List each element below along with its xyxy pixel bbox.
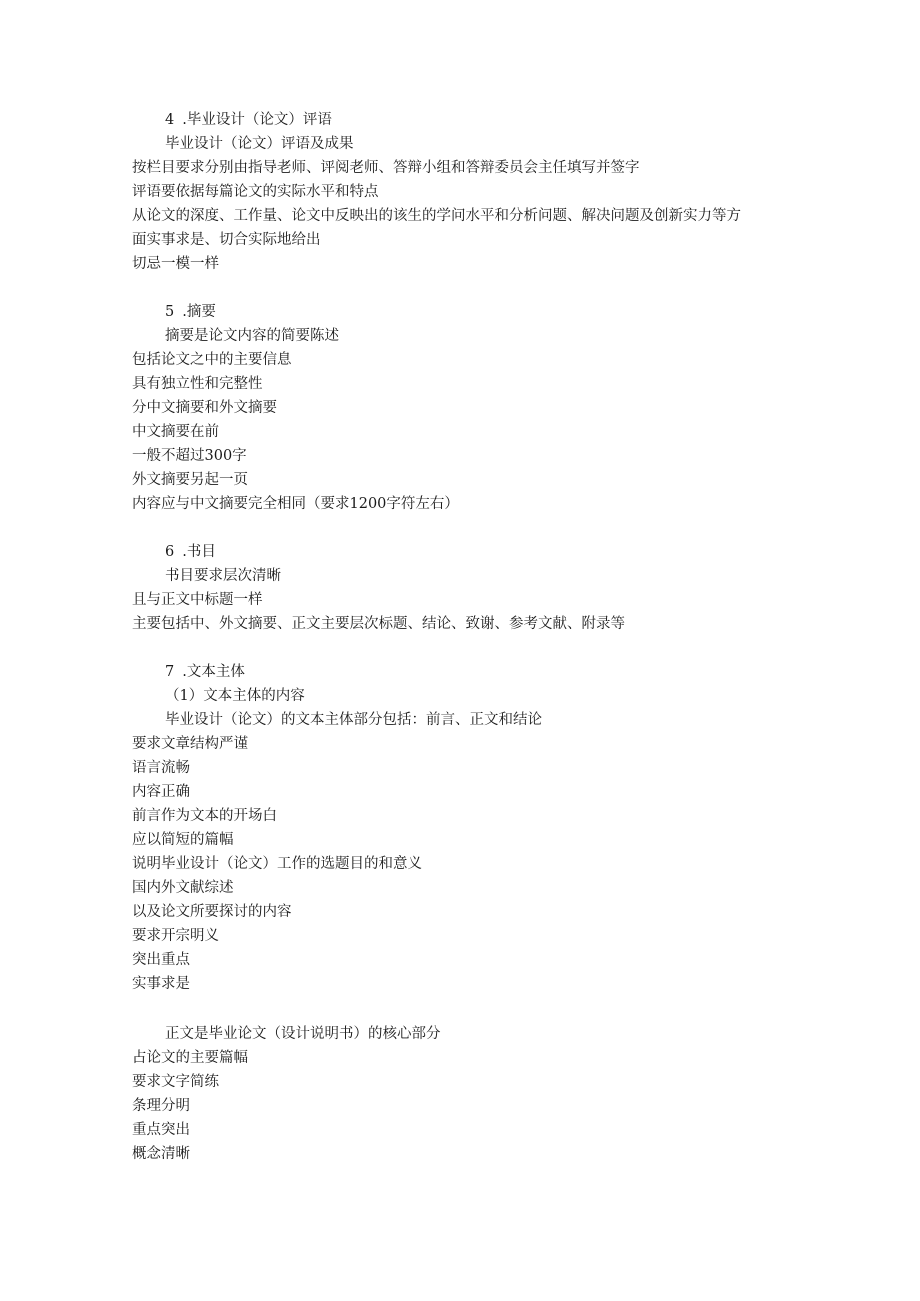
section-heading (132, 660, 792, 684)
text-line: 说明毕业设计（论文）工作的选题目的和意义 (132, 856, 422, 872)
text-line: 实事求是 (132, 976, 190, 992)
section-title: .摘要 (182, 304, 216, 320)
text-line: 按栏目要求分别由指导老师、评阅老师、答辩小组和答辩委员会主任填写并签字 (132, 160, 640, 176)
text-line: 从论文的深度、工作量、论文中反映出的该生的学问水平和分析问题、解决问题及创新实力等方 (132, 208, 741, 224)
text-line: 重点突出 (132, 1122, 190, 1138)
text-line: 要求文字简练 (132, 1074, 219, 1090)
text-line: 一般不超过300字 (132, 448, 247, 464)
text-line: 外文摘要另起一页 (132, 472, 248, 488)
document-body (132, 108, 792, 1166)
text-line: 具有独立性和完整性 (132, 376, 263, 392)
text-line: 评语要依据每篇论文的实际水平和特点 (132, 184, 379, 200)
section-title: .毕业设计（论文）评语 (182, 112, 332, 128)
text-line: 应以简短的篇幅 (132, 832, 234, 848)
paragraph-first-line: 正文是毕业论文（设计说明书）的核心部分 (165, 1026, 441, 1042)
text-line: 切忌一模一样 (132, 256, 219, 272)
section-heading (132, 108, 792, 132)
text-line: 内容正确 (132, 784, 190, 800)
paragraph-first-line: 书目要求层次清晰 (165, 568, 281, 584)
section-number: 5 (165, 304, 175, 320)
paragraph-first-line: 摘要是论文内容的简要陈述 (165, 328, 339, 344)
text-line: 要求文章结构严谨 (132, 736, 248, 752)
text-line: 国内外文献综述 (132, 880, 234, 896)
text-line: 语言流畅 (132, 760, 190, 776)
section-5-abstract (132, 300, 792, 516)
text-line: 内容应与中文摘要完全相同（要求1200字符左右） (132, 496, 459, 512)
text-line: 突出重点 (132, 952, 190, 968)
paragraph-first-line: 毕业设计（论文）评语及成果 (165, 136, 354, 152)
text-line: 以及论文所要探讨的内容 (132, 904, 292, 920)
text-line: 面实事求是、切合实际地给出 (132, 232, 321, 248)
paragraph-first-line: 毕业设计（论文）的文本主体部分包括：前言、正文和结论 (165, 712, 542, 728)
section-heading (132, 300, 792, 324)
text-line: 条理分明 (132, 1098, 190, 1114)
section-number: 4 (165, 112, 175, 128)
text-line: 要求开宗明义 (132, 928, 219, 944)
text-line: 中文摘要在前 (132, 424, 219, 440)
section-heading (132, 540, 792, 564)
section-4-review (132, 108, 792, 276)
text-line: 包括论文之中的主要信息 (132, 352, 292, 368)
section-6-contents (132, 540, 792, 636)
section-title: .书目 (182, 544, 216, 560)
paragraph-gap (132, 996, 792, 1022)
sub-heading: （1）文本主体的内容 (165, 688, 305, 704)
text-line: 概念清晰 (132, 1146, 190, 1162)
text-line: 前言作为文本的开场白 (132, 808, 277, 824)
section-number: 7 (165, 664, 175, 680)
section-number: 6 (165, 544, 175, 560)
text-line: 占论文的主要篇幅 (132, 1050, 248, 1066)
text-line: 且与正文中标题一样 (132, 592, 263, 608)
section-title: .文本主体 (182, 664, 245, 680)
text-line: 主要包括中、外文摘要、正文主要层次标题、结论、致谢、参考文献、附录等 (132, 616, 625, 632)
text-line: 分中文摘要和外文摘要 (132, 400, 277, 416)
section-7-main-body (132, 660, 792, 1166)
